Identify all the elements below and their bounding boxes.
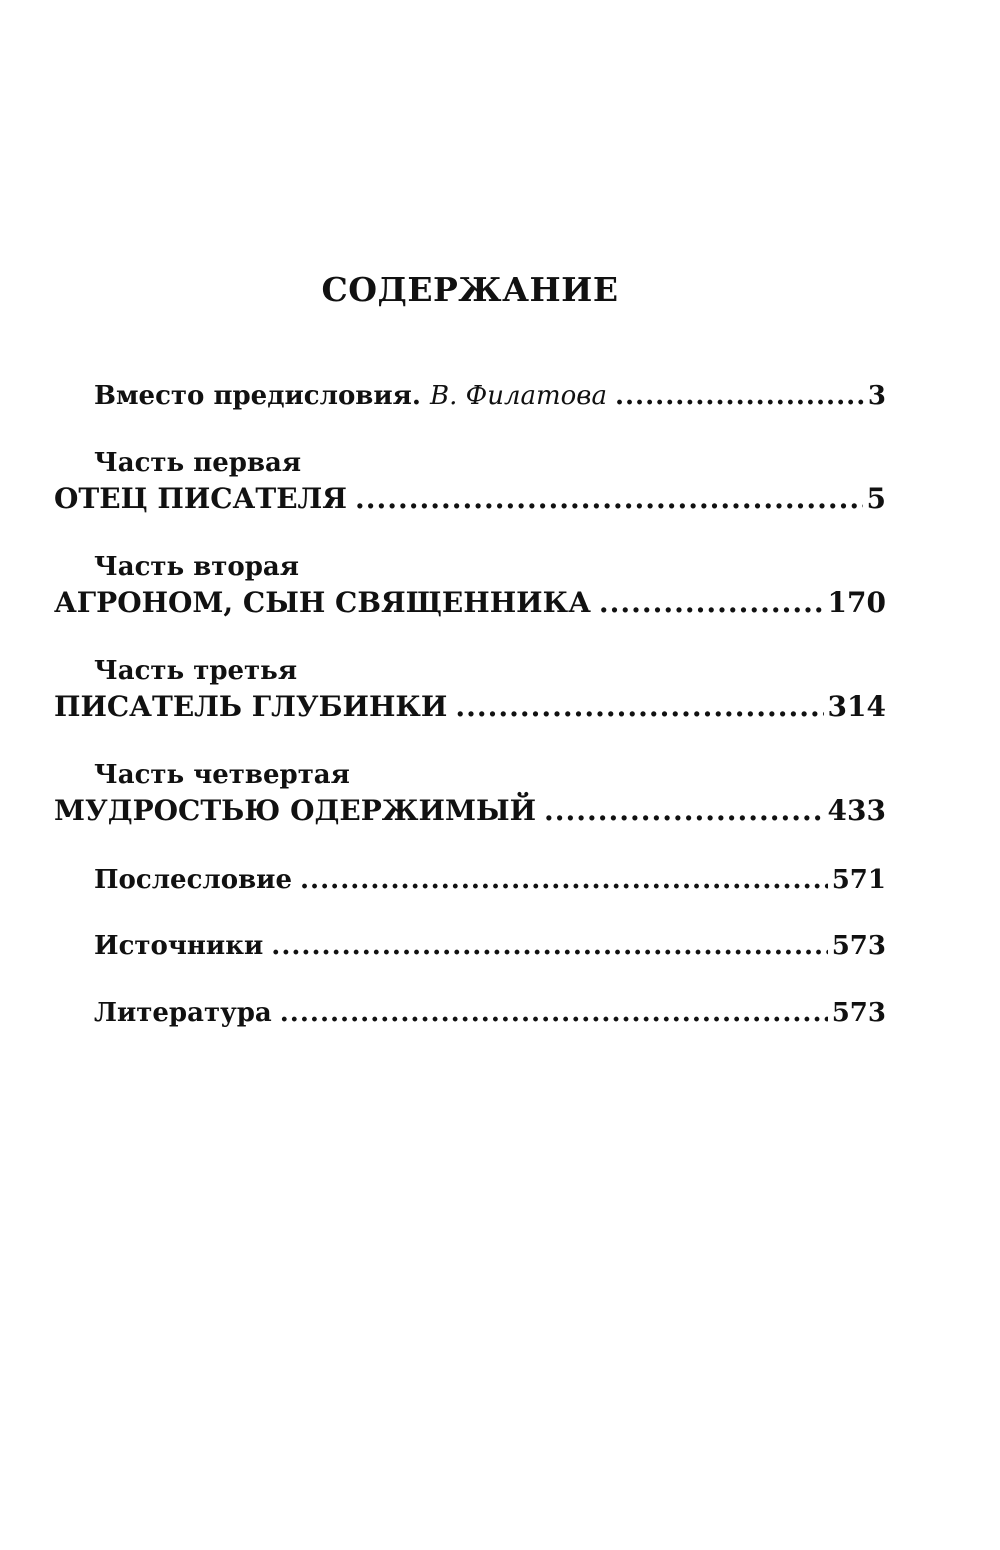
toc-page-number: 3 <box>867 381 886 411</box>
toc-entry-title: Послесловие <box>94 865 292 895</box>
part-label-4: Часть четвертая <box>94 760 350 790</box>
toc-entry-literature[interactable] <box>94 997 886 1029</box>
dot-leader <box>599 587 824 619</box>
toc-entry-preface[interactable] <box>94 380 886 412</box>
dot-leader <box>280 997 828 1029</box>
toc-entry-afterword[interactable] <box>94 864 886 896</box>
toc-entry-title: ПИСАТЕЛЬ ГЛУБИНКИ <box>54 690 448 723</box>
dot-leader <box>355 483 863 515</box>
dot-leader <box>544 795 824 827</box>
toc-entry-label <box>94 380 607 412</box>
preface-label: Вместо предисловия. <box>94 381 421 411</box>
toc-entry-part-4[interactable] <box>54 795 886 827</box>
dot-leader <box>271 930 827 962</box>
dot-leader <box>455 691 823 723</box>
toc-page-number: 314 <box>827 690 886 723</box>
toc-entry-part-2[interactable] <box>54 587 886 619</box>
dot-leader <box>615 380 864 412</box>
toc-page-number: 573 <box>831 931 886 961</box>
toc-page-number: 573 <box>831 998 886 1028</box>
toc-entry-title: АГРОНОМ, СЫН СВЯЩЕННИКА <box>54 586 591 619</box>
toc-page-number: 170 <box>827 586 886 619</box>
toc-page-number: 571 <box>831 865 886 895</box>
toc-entry-part-1[interactable] <box>54 483 886 515</box>
toc-entry-title: Источники <box>94 931 264 961</box>
toc-entry-part-3[interactable] <box>54 691 886 723</box>
toc-page-number: 433 <box>827 794 886 827</box>
preface-author: В. Филатова <box>429 381 607 411</box>
part-label-2: Часть вторая <box>94 552 299 582</box>
toc-entry-title: ОТЕЦ ПИСАТЕЛЯ <box>54 482 347 515</box>
toc-entry-title: МУДРОСТЬЮ ОДЕРЖИМЫЙ <box>54 794 537 827</box>
toc-entry-title: Литература <box>94 998 272 1028</box>
part-label-3: Часть третья <box>94 656 298 686</box>
toc-page-number: 5 <box>866 482 886 515</box>
toc-entry-sources[interactable] <box>94 930 886 962</box>
dot-leader <box>300 864 828 896</box>
page-title: СОДЕРЖАНИЕ <box>321 270 619 309</box>
part-label-1: Часть первая <box>94 448 302 478</box>
